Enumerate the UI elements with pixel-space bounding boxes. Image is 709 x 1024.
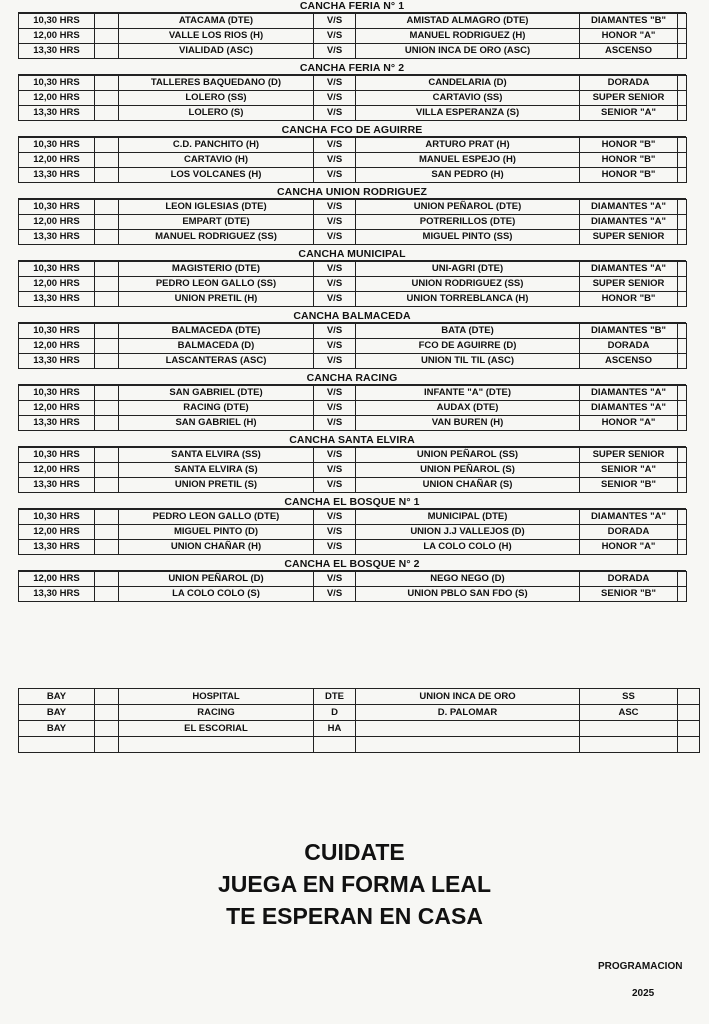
venue-title: CANCHA SANTA ELVIRA xyxy=(18,434,686,447)
blank-cell xyxy=(95,168,119,183)
versus: V/S xyxy=(314,106,356,121)
blank-cell xyxy=(678,354,687,369)
match-category: SUPER SENIOR xyxy=(580,277,678,292)
match-category: SENIOR "A" xyxy=(580,463,678,478)
blank-cell xyxy=(95,230,119,245)
versus: V/S xyxy=(314,29,356,44)
home-team: BALMACEDA (DTE) xyxy=(119,324,314,339)
venue-block xyxy=(18,310,686,369)
venue-block xyxy=(18,496,686,555)
home-team: SANTA ELVIRA (S) xyxy=(119,463,314,478)
versus: V/S xyxy=(314,386,356,401)
match-time: 13,30 HRS xyxy=(19,168,95,183)
match-time: 10,30 HRS xyxy=(19,510,95,525)
home-team: MAGISTERIO (DTE) xyxy=(119,262,314,277)
match-category: HONOR "A" xyxy=(580,29,678,44)
blank-cell xyxy=(95,138,119,153)
match-row xyxy=(19,44,687,59)
bay-category-2: ASC xyxy=(580,705,678,721)
versus: V/S xyxy=(314,510,356,525)
away-team: AMISTAD ALMAGRO (DTE) xyxy=(356,14,580,29)
match-category: SENIOR "B" xyxy=(580,478,678,493)
blank-cell xyxy=(678,401,687,416)
match-time: 13,30 HRS xyxy=(19,587,95,602)
home-team: UNION PRETIL (S) xyxy=(119,478,314,493)
blank-cell xyxy=(95,386,119,401)
away-team: VAN BUREN (H) xyxy=(356,416,580,431)
away-team: UNION TORREBLANCA (H) xyxy=(356,292,580,307)
versus: V/S xyxy=(314,463,356,478)
bay-table xyxy=(18,688,700,753)
match-time: 12,00 HRS xyxy=(19,91,95,106)
match-category: SENIOR "B" xyxy=(580,587,678,602)
venue-block xyxy=(18,372,686,431)
match-category: DORADA xyxy=(580,572,678,587)
blank-cell xyxy=(95,525,119,540)
blank-cell xyxy=(678,277,687,292)
blank-cell xyxy=(678,386,687,401)
bay-label: BAY xyxy=(19,721,95,737)
match-time: 13,30 HRS xyxy=(19,44,95,59)
versus: V/S xyxy=(314,540,356,555)
match-category: DORADA xyxy=(580,339,678,354)
blank-cell xyxy=(678,324,687,339)
away-team: AUDAX (DTE) xyxy=(356,401,580,416)
versus: V/S xyxy=(314,168,356,183)
programacion-label: PROGRAMACION xyxy=(598,961,683,972)
match-time: 12,00 HRS xyxy=(19,401,95,416)
match-category: ASCENSO xyxy=(580,354,678,369)
bay-category: HA xyxy=(314,721,356,737)
versus: V/S xyxy=(314,354,356,369)
versus: V/S xyxy=(314,14,356,29)
match-row xyxy=(19,76,687,91)
blank-cell xyxy=(95,540,119,555)
blank-cell xyxy=(678,339,687,354)
home-team: SAN GABRIEL (H) xyxy=(119,416,314,431)
venue-title: CANCHA EL BOSQUE N° 1 xyxy=(18,496,686,509)
away-team: FCO DE AGUIRRE (D) xyxy=(356,339,580,354)
home-team: SAN GABRIEL (DTE) xyxy=(119,386,314,401)
home-team: EMPART (DTE) xyxy=(119,215,314,230)
home-team: RACING (DTE) xyxy=(119,401,314,416)
match-row xyxy=(19,510,687,525)
match-category: SUPER SENIOR xyxy=(580,91,678,106)
match-row xyxy=(19,91,687,106)
match-time: 13,30 HRS xyxy=(19,478,95,493)
blank-cell xyxy=(95,277,119,292)
match-row xyxy=(19,215,687,230)
match-row xyxy=(19,106,687,121)
match-category: DIAMANTES "A" xyxy=(580,401,678,416)
blank-cell xyxy=(95,705,119,721)
bay-category-2 xyxy=(580,737,678,753)
bay-team-2 xyxy=(356,737,580,753)
match-row xyxy=(19,168,687,183)
fixture-schedule xyxy=(18,0,686,602)
match-category: SUPER SENIOR xyxy=(580,230,678,245)
home-team: PEDRO LEON GALLO (SS) xyxy=(119,277,314,292)
match-category: ASCENSO xyxy=(580,44,678,59)
blank-cell xyxy=(678,29,687,44)
blank-cell xyxy=(678,572,687,587)
blank-cell xyxy=(678,721,700,737)
match-time: 10,30 HRS xyxy=(19,262,95,277)
match-row xyxy=(19,540,687,555)
bay-team-2: UNION INCA DE ORO xyxy=(356,689,580,705)
match-category: SUPER SENIOR xyxy=(580,448,678,463)
home-team: BALMACEDA (D) xyxy=(119,339,314,354)
match-category: DIAMANTES "B" xyxy=(580,14,678,29)
blank-cell xyxy=(95,292,119,307)
versus: V/S xyxy=(314,416,356,431)
bay-row xyxy=(19,737,700,753)
blank-cell xyxy=(678,587,687,602)
home-team: UNION PEÑAROL (D) xyxy=(119,572,314,587)
blank-cell xyxy=(678,230,687,245)
away-team: UNION CHAÑAR (S) xyxy=(356,478,580,493)
away-team: BATA (DTE) xyxy=(356,324,580,339)
blank-cell xyxy=(95,587,119,602)
blank-cell xyxy=(678,463,687,478)
away-team: UNION PBLO SAN FDO (S) xyxy=(356,587,580,602)
match-time: 13,30 HRS xyxy=(19,106,95,121)
venue-block xyxy=(18,0,686,59)
versus: V/S xyxy=(314,153,356,168)
blank-cell xyxy=(95,106,119,121)
home-team: VIALIDAD (ASC) xyxy=(119,44,314,59)
home-team: SANTA ELVIRA (SS) xyxy=(119,448,314,463)
match-category: DIAMANTES "A" xyxy=(580,215,678,230)
versus: V/S xyxy=(314,91,356,106)
versus: V/S xyxy=(314,230,356,245)
home-team: UNION PRETIL (H) xyxy=(119,292,314,307)
match-time: 12,00 HRS xyxy=(19,525,95,540)
match-category: SENIOR "A" xyxy=(580,106,678,121)
bay-category-2 xyxy=(580,721,678,737)
match-row xyxy=(19,262,687,277)
match-row xyxy=(19,525,687,540)
versus: V/S xyxy=(314,587,356,602)
blank-cell xyxy=(678,14,687,29)
venue-block xyxy=(18,248,686,307)
away-team: LA COLO COLO (H) xyxy=(356,540,580,555)
versus: V/S xyxy=(314,401,356,416)
away-team: MANUEL ESPEJO (H) xyxy=(356,153,580,168)
venue-block xyxy=(18,186,686,245)
venue-title: CANCHA MUNICIPAL xyxy=(18,248,686,261)
match-row xyxy=(19,292,687,307)
blank-cell xyxy=(678,262,687,277)
versus: V/S xyxy=(314,525,356,540)
home-team: LOLERO (S) xyxy=(119,106,314,121)
away-team: UNION PEÑAROL (S) xyxy=(356,463,580,478)
blank-cell xyxy=(95,401,119,416)
versus: V/S xyxy=(314,277,356,292)
match-time: 13,30 HRS xyxy=(19,540,95,555)
versus: V/S xyxy=(314,215,356,230)
bay-team xyxy=(119,737,314,753)
home-team: MIGUEL PINTO (D) xyxy=(119,525,314,540)
match-category: HONOR "A" xyxy=(580,416,678,431)
versus: V/S xyxy=(314,572,356,587)
blank-cell xyxy=(95,478,119,493)
match-time: 12,00 HRS xyxy=(19,572,95,587)
away-team: UNION TIL TIL (ASC) xyxy=(356,354,580,369)
match-category: DORADA xyxy=(580,76,678,91)
match-row xyxy=(19,200,687,215)
match-row xyxy=(19,277,687,292)
venue-block xyxy=(18,434,686,493)
venue-block xyxy=(18,558,686,602)
away-team: ARTURO PRAT (H) xyxy=(356,138,580,153)
match-category: HONOR "A" xyxy=(580,540,678,555)
match-row xyxy=(19,478,687,493)
versus: V/S xyxy=(314,262,356,277)
home-team: VALLE LOS RIOS (H) xyxy=(119,29,314,44)
blank-cell xyxy=(678,705,700,721)
match-time: 12,00 HRS xyxy=(19,339,95,354)
match-category: DORADA xyxy=(580,525,678,540)
match-time: 12,00 HRS xyxy=(19,463,95,478)
match-row xyxy=(19,572,687,587)
match-row xyxy=(19,14,687,29)
away-team: UNI-AGRI (DTE) xyxy=(356,262,580,277)
match-row xyxy=(19,324,687,339)
blank-cell xyxy=(678,138,687,153)
blank-cell xyxy=(678,478,687,493)
blank-cell xyxy=(95,29,119,44)
blank-cell xyxy=(95,153,119,168)
home-team: LOS VOLCANES (H) xyxy=(119,168,314,183)
blank-cell xyxy=(678,737,700,753)
blank-cell xyxy=(95,91,119,106)
message-line-1: CUIDATE xyxy=(304,839,405,865)
home-team: C.D. PANCHITO (H) xyxy=(119,138,314,153)
match-time: 10,30 HRS xyxy=(19,386,95,401)
bay-row xyxy=(19,689,700,705)
blank-cell xyxy=(678,44,687,59)
blank-cell xyxy=(95,76,119,91)
blank-cell xyxy=(678,448,687,463)
venue-title: CANCHA FERIA N° 2 xyxy=(18,62,686,75)
blank-cell xyxy=(95,510,119,525)
home-team: UNION CHAÑAR (H) xyxy=(119,540,314,555)
away-team: UNION PEÑAROL (DTE) xyxy=(356,200,580,215)
blank-cell xyxy=(95,737,119,753)
match-time: 13,30 HRS xyxy=(19,354,95,369)
away-team: SAN PEDRO (H) xyxy=(356,168,580,183)
match-category: DIAMANTES "A" xyxy=(580,200,678,215)
away-team: UNION RODRIGUEZ (SS) xyxy=(356,277,580,292)
versus: V/S xyxy=(314,324,356,339)
match-row xyxy=(19,354,687,369)
blank-cell xyxy=(678,106,687,121)
bay-team-2 xyxy=(356,721,580,737)
message-line-3: TE ESPERAN EN CASA xyxy=(226,903,483,929)
blank-cell xyxy=(95,215,119,230)
bay-team: EL ESCORIAL xyxy=(119,721,314,737)
home-team: ATACAMA (DTE) xyxy=(119,14,314,29)
bay-row xyxy=(19,705,700,721)
match-row xyxy=(19,463,687,478)
away-team: MUNICIPAL (DTE) xyxy=(356,510,580,525)
blank-cell xyxy=(678,689,700,705)
blank-cell xyxy=(95,572,119,587)
venue-title: CANCHA FCO DE AGUIRRE xyxy=(18,124,686,137)
venue-title: CANCHA EL BOSQUE N° 2 xyxy=(18,558,686,571)
match-time: 13,30 HRS xyxy=(19,230,95,245)
away-team: VILLA ESPERANZA (S) xyxy=(356,106,580,121)
blank-cell xyxy=(95,721,119,737)
match-row xyxy=(19,138,687,153)
blank-cell xyxy=(95,200,119,215)
match-category: HONOR "B" xyxy=(580,138,678,153)
blank-cell xyxy=(678,540,687,555)
bay-team: HOSPITAL xyxy=(119,689,314,705)
bay-label: BAY xyxy=(19,705,95,721)
blank-cell xyxy=(678,153,687,168)
match-time: 12,00 HRS xyxy=(19,29,95,44)
match-time: 10,30 HRS xyxy=(19,448,95,463)
away-team: UNION J.J VALLEJOS (D) xyxy=(356,525,580,540)
home-team: MANUEL RODRIGUEZ (SS) xyxy=(119,230,314,245)
bay-row xyxy=(19,721,700,737)
match-category: DIAMANTES "A" xyxy=(580,510,678,525)
blank-cell xyxy=(95,463,119,478)
away-team: UNION PEÑAROL (SS) xyxy=(356,448,580,463)
blank-cell xyxy=(678,200,687,215)
versus: V/S xyxy=(314,339,356,354)
blank-cell xyxy=(678,416,687,431)
blank-cell xyxy=(95,339,119,354)
match-category: HONOR "B" xyxy=(580,153,678,168)
away-team: CARTAVIO (SS) xyxy=(356,91,580,106)
blank-cell xyxy=(95,44,119,59)
programacion-year: 2025 xyxy=(632,988,655,999)
match-category: DIAMANTES "A" xyxy=(580,386,678,401)
versus: V/S xyxy=(314,292,356,307)
match-time: 13,30 HRS xyxy=(19,292,95,307)
versus: V/S xyxy=(314,448,356,463)
match-row xyxy=(19,386,687,401)
home-team: PEDRO LEON GALLO (DTE) xyxy=(119,510,314,525)
match-time: 12,00 HRS xyxy=(19,153,95,168)
bay-category-2: SS xyxy=(580,689,678,705)
versus: V/S xyxy=(314,44,356,59)
match-time: 12,00 HRS xyxy=(19,277,95,292)
home-team: LOLERO (SS) xyxy=(119,91,314,106)
bay-label xyxy=(19,737,95,753)
home-team: LA COLO COLO (S) xyxy=(119,587,314,602)
blank-cell xyxy=(95,14,119,29)
blank-cell xyxy=(95,324,119,339)
away-team: CANDELARIA (D) xyxy=(356,76,580,91)
match-time: 13,30 HRS xyxy=(19,416,95,431)
match-row xyxy=(19,448,687,463)
home-team: CARTAVIO (H) xyxy=(119,153,314,168)
away-team: MIGUEL PINTO (SS) xyxy=(356,230,580,245)
bay-team-2: D. PALOMAR xyxy=(356,705,580,721)
blank-cell xyxy=(678,76,687,91)
bay-category xyxy=(314,737,356,753)
blank-cell xyxy=(95,354,119,369)
away-team: INFANTE "A" (DTE) xyxy=(356,386,580,401)
bay-label: BAY xyxy=(19,689,95,705)
blank-cell xyxy=(678,525,687,540)
blank-cell xyxy=(678,215,687,230)
home-team: LEON IGLESIAS (DTE) xyxy=(119,200,314,215)
home-team: TALLERES BAQUEDANO (D) xyxy=(119,76,314,91)
versus: V/S xyxy=(314,76,356,91)
venue-block xyxy=(18,62,686,121)
bay-team: RACING xyxy=(119,705,314,721)
away-team: MANUEL RODRIGUEZ (H) xyxy=(356,29,580,44)
venue-title: CANCHA BALMACEDA xyxy=(18,310,686,323)
versus: V/S xyxy=(314,478,356,493)
match-category: DIAMANTES "B" xyxy=(580,324,678,339)
blank-cell xyxy=(678,168,687,183)
match-row xyxy=(19,401,687,416)
versus: V/S xyxy=(314,200,356,215)
match-time: 10,30 HRS xyxy=(19,138,95,153)
blank-cell xyxy=(678,91,687,106)
away-team: POTRERILLOS (DTE) xyxy=(356,215,580,230)
match-row xyxy=(19,153,687,168)
away-team: NEGO NEGO (D) xyxy=(356,572,580,587)
blank-cell xyxy=(95,689,119,705)
match-category: HONOR "B" xyxy=(580,168,678,183)
bay-category: D xyxy=(314,705,356,721)
venue-title: CANCHA UNION RODRIGUEZ xyxy=(18,186,686,199)
closing-message xyxy=(0,836,709,932)
venue-title: CANCHA FERIA N° 1 xyxy=(18,0,686,13)
blank-cell xyxy=(95,416,119,431)
blank-cell xyxy=(678,292,687,307)
match-row xyxy=(19,339,687,354)
message-line-2: JUEGA EN FORMA LEAL xyxy=(217,871,492,897)
blank-cell xyxy=(95,448,119,463)
venue-title: CANCHA RACING xyxy=(18,372,686,385)
match-time: 10,30 HRS xyxy=(19,14,95,29)
match-category: HONOR "B" xyxy=(580,292,678,307)
match-category: DIAMANTES "A" xyxy=(580,262,678,277)
blank-cell xyxy=(95,262,119,277)
home-team: LASCANTERAS (ASC) xyxy=(119,354,314,369)
venue-block xyxy=(18,124,686,183)
match-time: 12,00 HRS xyxy=(19,215,95,230)
match-row xyxy=(19,230,687,245)
bay-category: DTE xyxy=(314,689,356,705)
match-row xyxy=(19,416,687,431)
match-time: 10,30 HRS xyxy=(19,200,95,215)
away-team: UNION INCA DE ORO (ASC) xyxy=(356,44,580,59)
versus: V/S xyxy=(314,138,356,153)
match-row xyxy=(19,587,687,602)
blank-cell xyxy=(678,510,687,525)
match-row xyxy=(19,29,687,44)
match-time: 10,30 HRS xyxy=(19,324,95,339)
match-time: 10,30 HRS xyxy=(19,76,95,91)
